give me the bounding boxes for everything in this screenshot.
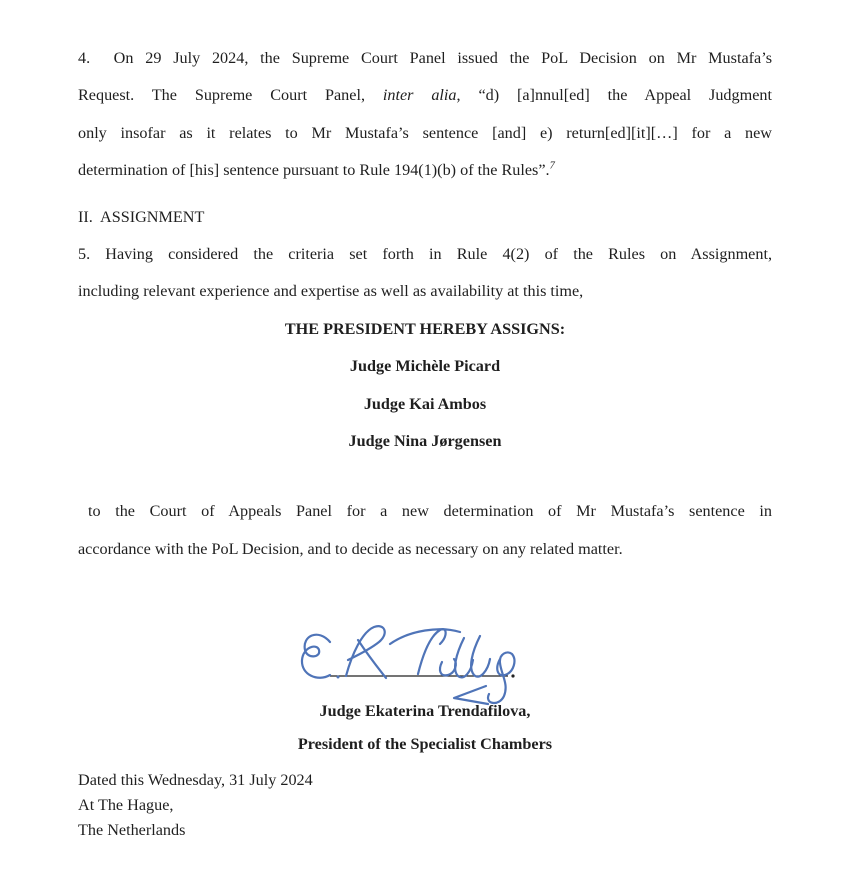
signature-underline-period bbox=[511, 675, 514, 678]
closing-paragraph-line-2: accordance with the PoL Decision, and to decide as necessary on any related matter. bbox=[78, 539, 623, 558]
paragraph-4-line-2-post: , “d) [a]nnul[ed] the Appeal Judgment bbox=[456, 86, 772, 105]
paragraph-4-line-4-text: determination of [his] sentence pursuant to Rule 194(1)(b) of the Rules”. bbox=[78, 161, 550, 180]
paragraph-4-line-4 bbox=[78, 152, 772, 189]
dateline-country: The Netherlands bbox=[78, 821, 186, 840]
judge-name-ambos: Judge Kai Ambos bbox=[363, 394, 487, 413]
paragraph-4 bbox=[78, 40, 772, 190]
paragraph-5-line-2: including relevant experience and expertise as well as availability at this time, bbox=[78, 282, 584, 301]
dateline bbox=[78, 768, 772, 843]
latin-phrase-inter-alia: inter alia bbox=[382, 86, 457, 105]
signature-image bbox=[290, 614, 540, 709]
paragraph-4-line-1: 4. On 29 July 2024, the Supreme Court Panel issued the PoL Decision on Mr Mustafa’s bbox=[78, 49, 772, 67]
section-heading-assignment: II. ASSIGNMENT bbox=[78, 207, 205, 226]
paragraph-5 bbox=[78, 236, 772, 311]
judge-name-jorgensen: Judge Nina Jørgensen bbox=[348, 432, 502, 451]
paragraph-4-line-3: only insofar as it relates to Mr Mustafa’s sentence [and] e) return[ed][it][…] for a new bbox=[78, 123, 772, 142]
signatory-name: Judge Ekaterina Trendafilova, bbox=[319, 702, 531, 721]
paragraph-4-line-2 bbox=[78, 77, 772, 114]
dateline-date: Dated this Wednesday, 31 July 2024 bbox=[78, 771, 313, 790]
dateline-city: At The Hague, bbox=[78, 796, 174, 815]
signatory-title: President of the Specialist Chambers bbox=[297, 735, 553, 754]
footnote-reference-7: 7 bbox=[549, 160, 555, 172]
paragraph-4-line-2-pre: Request. The Supreme Court Panel, bbox=[78, 86, 383, 105]
closing-paragraph-line-1: to the Court of Appeals Panel for a new determination of Mr Mustafa’s sentence in bbox=[88, 502, 772, 521]
closing-paragraph bbox=[78, 493, 772, 568]
assigned-judges-list bbox=[78, 348, 772, 460]
judge-name-picard: Judge Michèle Picard bbox=[349, 357, 501, 376]
assigns-heading: THE PRESIDENT HEREBY ASSIGNS: bbox=[284, 319, 566, 338]
paragraph-5-line-1: 5. Having considered the criteria set forth in Rule 4(2) of the Rules on Assignment, bbox=[78, 245, 772, 264]
signature-ink-strokes bbox=[302, 626, 514, 704]
